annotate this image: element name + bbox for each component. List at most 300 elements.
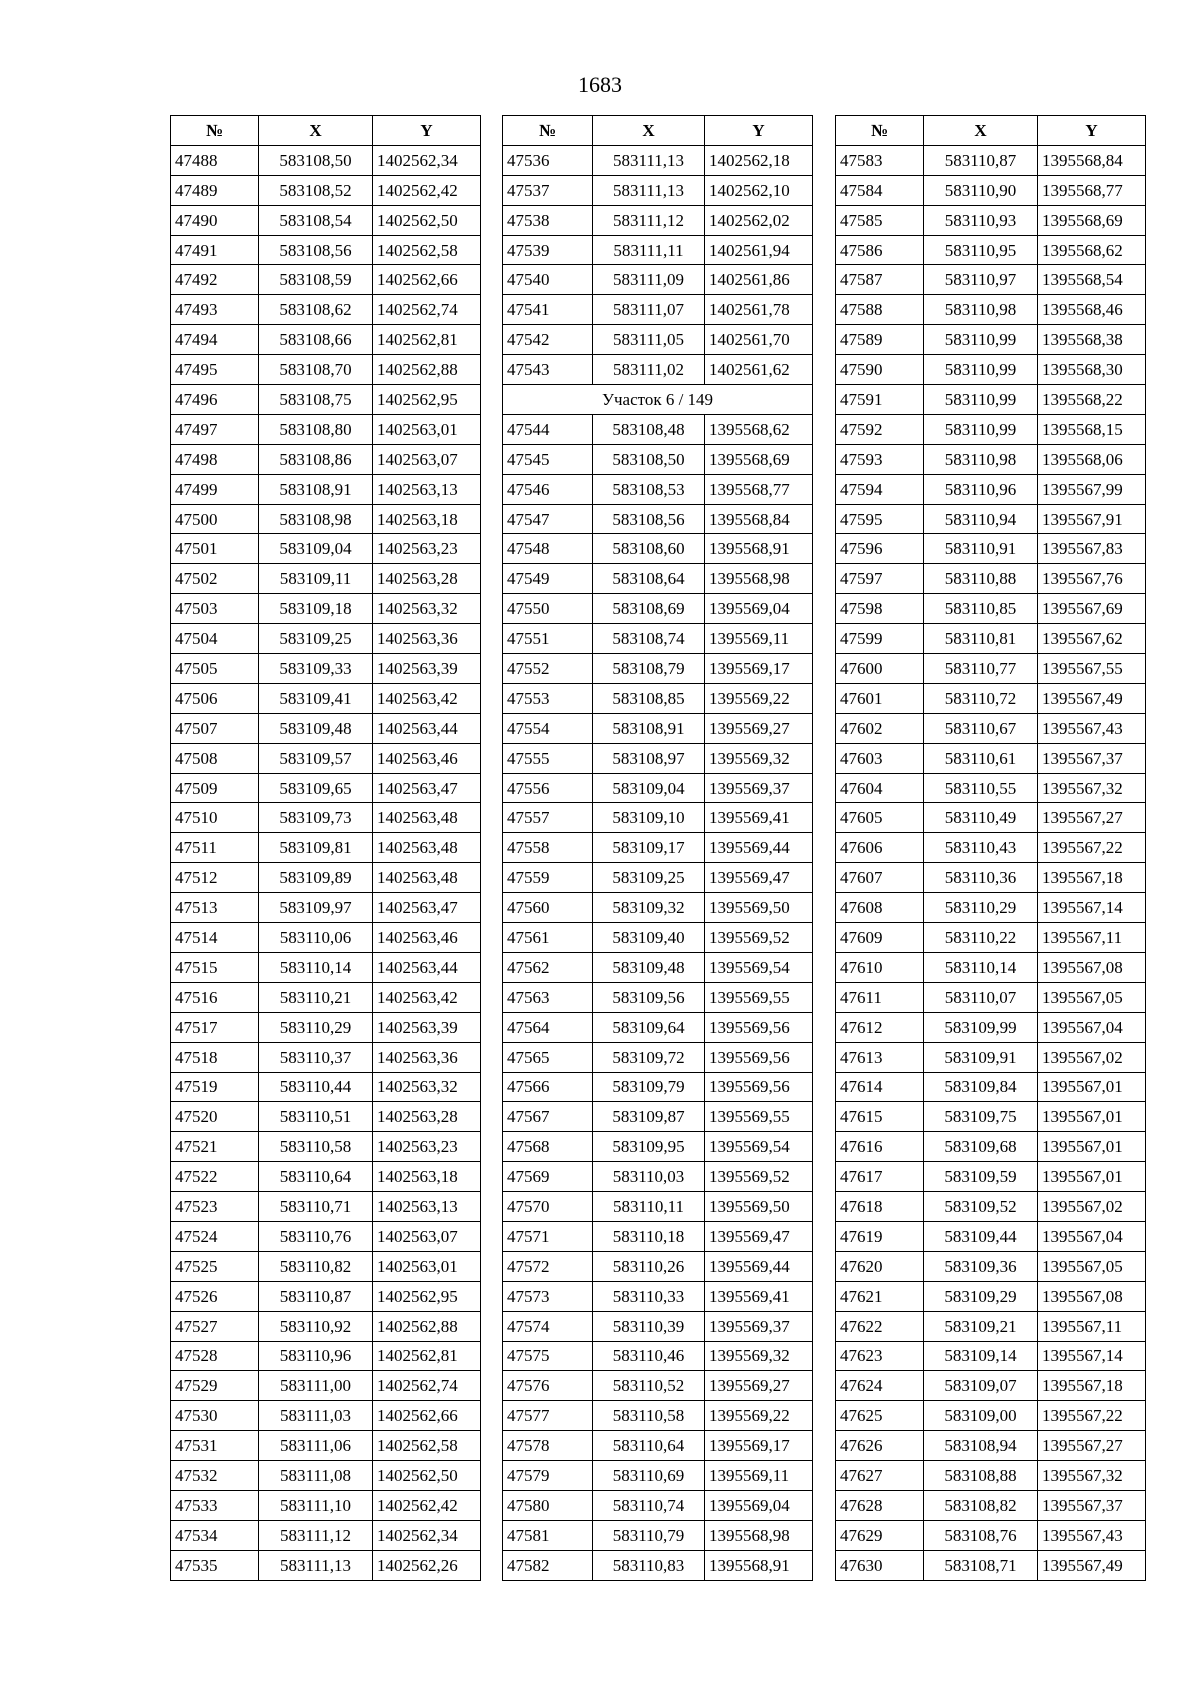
cell-number: 47504: [171, 624, 259, 654]
section-label: Участок 6 / 149: [503, 385, 813, 415]
cell-x: 583108,66: [259, 325, 373, 355]
table-row: [836, 654, 1146, 684]
cell-x: 583110,29: [924, 893, 1038, 923]
cell-x: 583110,29: [259, 1012, 373, 1042]
cell-x: 583109,00: [924, 1401, 1038, 1431]
table-row: [503, 952, 813, 982]
table-row: [171, 1072, 481, 1102]
table-row: [503, 1550, 813, 1580]
cell-x: 583109,59: [924, 1162, 1038, 1192]
cell-number: 47555: [503, 743, 593, 773]
cell-number: 47567: [503, 1102, 593, 1132]
cell-y: 1395569,56: [705, 1042, 813, 1072]
table-row: [836, 1192, 1146, 1222]
table-row: [836, 1072, 1146, 1102]
cell-number: 47540: [503, 265, 593, 295]
table-row: [836, 713, 1146, 743]
cell-y: 1402562,88: [373, 1311, 481, 1341]
cell-y: 1402563,36: [373, 624, 481, 654]
table-row: [171, 474, 481, 504]
cell-number: 47499: [171, 474, 259, 504]
cell-y: 1395569,04: [705, 594, 813, 624]
table-row: [171, 743, 481, 773]
table-row: [171, 594, 481, 624]
table-row: [503, 743, 813, 773]
cell-number: 47610: [836, 952, 924, 982]
cell-x: 583109,68: [924, 1132, 1038, 1162]
cell-y: 1395568,91: [705, 1550, 813, 1580]
table-row: [171, 683, 481, 713]
cell-y: 1395569,04: [705, 1490, 813, 1520]
cell-number: 47532: [171, 1461, 259, 1491]
cell-number: 47621: [836, 1281, 924, 1311]
table-row: [836, 504, 1146, 534]
table-row: [503, 295, 813, 325]
cell-y: 1402563,46: [373, 743, 481, 773]
cell-number: 47608: [836, 893, 924, 923]
cell-x: 583108,71: [924, 1550, 1038, 1580]
cell-y: 1402562,42: [373, 175, 481, 205]
cell-number: 47603: [836, 743, 924, 773]
cell-x: 583109,84: [924, 1072, 1038, 1102]
table-row: [836, 1401, 1146, 1431]
cell-x: 583109,44: [924, 1221, 1038, 1251]
cell-x: 583109,11: [259, 564, 373, 594]
cell-number: 47623: [836, 1341, 924, 1371]
cell-number: 47562: [503, 952, 593, 982]
cell-y: 1395567,43: [1038, 1520, 1146, 1550]
cell-number: 47514: [171, 923, 259, 953]
cell-number: 47554: [503, 713, 593, 743]
cell-x: 583110,76: [259, 1221, 373, 1251]
cell-y: 1395567,04: [1038, 1012, 1146, 1042]
table-row: [503, 504, 813, 534]
cell-y: 1395569,47: [705, 1221, 813, 1251]
table-row: [836, 265, 1146, 295]
cell-number: 47588: [836, 295, 924, 325]
table-row: [503, 1520, 813, 1550]
cell-number: 47507: [171, 713, 259, 743]
table-row: [836, 1311, 1146, 1341]
cell-y: 1395567,05: [1038, 1251, 1146, 1281]
cell-number: 47622: [836, 1311, 924, 1341]
cell-x: 583111,12: [259, 1520, 373, 1550]
cell-y: 1395568,69: [1038, 205, 1146, 235]
table-row: [171, 1341, 481, 1371]
cell-x: 583111,07: [593, 295, 705, 325]
cell-x: 583110,49: [924, 803, 1038, 833]
cell-x: 583108,50: [259, 145, 373, 175]
table-header-row: [503, 116, 813, 146]
table-row: [503, 235, 813, 265]
cell-number: 47490: [171, 205, 259, 235]
cell-number: 47501: [171, 534, 259, 564]
cell-number: 47509: [171, 773, 259, 803]
cell-x: 583111,13: [593, 145, 705, 175]
coordinates-table-right: [835, 115, 1146, 1581]
cell-x: 583110,52: [593, 1371, 705, 1401]
cell-number: 47553: [503, 683, 593, 713]
cell-y: 1402563,48: [373, 803, 481, 833]
table-row: [503, 1012, 813, 1042]
cell-x: 583110,98: [924, 295, 1038, 325]
cell-x: 583108,91: [259, 474, 373, 504]
cell-number: 47512: [171, 863, 259, 893]
table-row: [171, 1490, 481, 1520]
cell-number: 47629: [836, 1520, 924, 1550]
cell-y: 1402562,34: [373, 145, 481, 175]
cell-x: 583110,94: [924, 504, 1038, 534]
cell-y: 1395567,32: [1038, 1461, 1146, 1491]
cell-number: 47531: [171, 1431, 259, 1461]
cell-y: 1402562,74: [373, 1371, 481, 1401]
table-row: [503, 803, 813, 833]
cell-x: 583108,56: [593, 504, 705, 534]
table-row: [503, 654, 813, 684]
cell-x: 583111,06: [259, 1431, 373, 1461]
table-row: [836, 385, 1146, 415]
cell-x: 583109,75: [924, 1102, 1038, 1132]
cell-y: 1395569,50: [705, 893, 813, 923]
cell-x: 583110,69: [593, 1461, 705, 1491]
cell-number: 47549: [503, 564, 593, 594]
cell-x: 583109,04: [593, 773, 705, 803]
cell-number: 47491: [171, 235, 259, 265]
cell-x: 583110,81: [924, 624, 1038, 654]
cell-number: 47586: [836, 235, 924, 265]
table-row: [171, 1281, 481, 1311]
cell-x: 583110,74: [593, 1490, 705, 1520]
cell-y: 1395567,99: [1038, 474, 1146, 504]
cell-x: 583109,33: [259, 654, 373, 684]
cell-y: 1395567,43: [1038, 713, 1146, 743]
cell-number: 47565: [503, 1042, 593, 1072]
table-row: [171, 1251, 481, 1281]
table-row: [503, 624, 813, 654]
cell-x: 583110,39: [593, 1311, 705, 1341]
cell-number: 47628: [836, 1490, 924, 1520]
table-row: [836, 1012, 1146, 1042]
cell-number: 47595: [836, 504, 924, 534]
cell-y: 1395568,06: [1038, 444, 1146, 474]
cell-y: 1402562,10: [705, 175, 813, 205]
table-row: [171, 1431, 481, 1461]
table-row: [836, 952, 1146, 982]
cell-y: 1402561,94: [705, 235, 813, 265]
cell-y: 1395567,01: [1038, 1162, 1146, 1192]
table-row: [171, 235, 481, 265]
cell-x: 583111,10: [259, 1490, 373, 1520]
cell-x: 583109,41: [259, 683, 373, 713]
cell-x: 583108,74: [593, 624, 705, 654]
cell-x: 583110,03: [593, 1162, 705, 1192]
cell-x: 583109,40: [593, 923, 705, 953]
table-row: [503, 1192, 813, 1222]
cell-x: 583108,97: [593, 743, 705, 773]
cell-number: 47510: [171, 803, 259, 833]
table-row: [836, 444, 1146, 474]
cell-y: 1395568,54: [1038, 265, 1146, 295]
cell-x: 583110,51: [259, 1102, 373, 1132]
cell-y: 1402562,58: [373, 235, 481, 265]
cell-x: 583109,81: [259, 833, 373, 863]
cell-x: 583109,72: [593, 1042, 705, 1072]
table-row: [836, 205, 1146, 235]
cell-number: 47612: [836, 1012, 924, 1042]
cell-x: 583109,17: [593, 833, 705, 863]
cell-number: 47523: [171, 1192, 259, 1222]
cell-number: 47573: [503, 1281, 593, 1311]
table-row: [836, 743, 1146, 773]
cell-y: 1402562,58: [373, 1431, 481, 1461]
cell-y: 1395567,37: [1038, 1490, 1146, 1520]
cell-y: 1402562,50: [373, 1461, 481, 1491]
cell-number: 47606: [836, 833, 924, 863]
cell-x: 583109,99: [924, 1012, 1038, 1042]
table-row: [171, 893, 481, 923]
column-header-y: Y: [1038, 116, 1146, 146]
cell-number: 47590: [836, 355, 924, 385]
table-row: [171, 773, 481, 803]
cell-x: 583108,62: [259, 295, 373, 325]
table-row: [503, 1461, 813, 1491]
cell-x: 583110,33: [593, 1281, 705, 1311]
cell-y: 1395569,52: [705, 923, 813, 953]
cell-x: 583110,44: [259, 1072, 373, 1102]
table-row: [171, 1520, 481, 1550]
cell-x: 583108,56: [259, 235, 373, 265]
table-row: [503, 1042, 813, 1072]
cell-x: 583110,14: [924, 952, 1038, 982]
cell-y: 1402563,28: [373, 564, 481, 594]
table-row: [171, 1401, 481, 1431]
cell-number: 47618: [836, 1192, 924, 1222]
table-row: [836, 683, 1146, 713]
cell-number: 47575: [503, 1341, 593, 1371]
cell-x: 583110,77: [924, 654, 1038, 684]
table-row: [503, 1401, 813, 1431]
cell-y: 1402563,48: [373, 863, 481, 893]
cell-number: 47591: [836, 385, 924, 415]
cell-x: 583108,60: [593, 534, 705, 564]
table-row: [503, 265, 813, 295]
table-row: [171, 1550, 481, 1580]
cell-y: 1402562,95: [373, 385, 481, 415]
cell-x: 583109,64: [593, 1012, 705, 1042]
cell-number: 47527: [171, 1311, 259, 1341]
cell-x: 583110,99: [924, 385, 1038, 415]
cell-y: 1395569,27: [705, 713, 813, 743]
table-row: [836, 474, 1146, 504]
table-row: [503, 1102, 813, 1132]
table-row: [836, 594, 1146, 624]
cell-x: 583109,10: [593, 803, 705, 833]
cell-y: 1402562,66: [373, 265, 481, 295]
table-row: [171, 355, 481, 385]
cell-x: 583108,70: [259, 355, 373, 385]
cell-y: 1402563,42: [373, 982, 481, 1012]
table-row: [836, 534, 1146, 564]
cell-x: 583110,99: [924, 325, 1038, 355]
cell-number: 47493: [171, 295, 259, 325]
cell-y: 1395569,50: [705, 1192, 813, 1222]
cell-x: 583110,88: [924, 564, 1038, 594]
cell-x: 583109,48: [259, 713, 373, 743]
cell-y: 1395568,84: [1038, 145, 1146, 175]
cell-x: 583110,64: [593, 1431, 705, 1461]
cell-number: 47605: [836, 803, 924, 833]
cell-y: 1402561,86: [705, 265, 813, 295]
cell-number: 47542: [503, 325, 593, 355]
cell-y: 1402563,47: [373, 773, 481, 803]
cell-x: 583109,95: [593, 1132, 705, 1162]
cell-x: 583108,53: [593, 474, 705, 504]
cell-y: 1395567,18: [1038, 863, 1146, 893]
cell-x: 583110,11: [593, 1192, 705, 1222]
cell-y: 1402562,42: [373, 1490, 481, 1520]
cell-number: 47576: [503, 1371, 593, 1401]
cell-x: 583111,12: [593, 205, 705, 235]
cell-y: 1395569,55: [705, 1102, 813, 1132]
cell-x: 583110,36: [924, 863, 1038, 893]
table-row: [503, 1341, 813, 1371]
table-row: [503, 1162, 813, 1192]
cell-y: 1402563,01: [373, 1251, 481, 1281]
table-row: [171, 952, 481, 982]
cell-number: 47580: [503, 1490, 593, 1520]
cell-number: 47616: [836, 1132, 924, 1162]
table-row: [503, 145, 813, 175]
cell-x: 583110,96: [924, 474, 1038, 504]
table-row: [171, 624, 481, 654]
cell-x: 583110,87: [259, 1281, 373, 1311]
table-row: [836, 803, 1146, 833]
cell-x: 583110,79: [593, 1520, 705, 1550]
cell-y: 1402563,07: [373, 1221, 481, 1251]
cell-y: 1402563,47: [373, 893, 481, 923]
cell-x: 583111,05: [593, 325, 705, 355]
column-header-number: №: [503, 116, 593, 146]
cell-x: 583109,14: [924, 1341, 1038, 1371]
cell-x: 583110,64: [259, 1162, 373, 1192]
cell-number: 47611: [836, 982, 924, 1012]
cell-y: 1402562,95: [373, 1281, 481, 1311]
cell-y: 1402563,18: [373, 1162, 481, 1192]
table-row: [503, 1221, 813, 1251]
cell-x: 583110,97: [924, 265, 1038, 295]
table-row: [171, 1461, 481, 1491]
cell-number: 47604: [836, 773, 924, 803]
table-row: [836, 1102, 1146, 1132]
cell-x: 583109,73: [259, 803, 373, 833]
cell-number: 47620: [836, 1251, 924, 1281]
cell-x: 583110,98: [924, 444, 1038, 474]
table-row: [171, 803, 481, 833]
cell-y: 1395569,11: [705, 624, 813, 654]
cell-y: 1395567,62: [1038, 624, 1146, 654]
cell-number: 47624: [836, 1371, 924, 1401]
table-row: [503, 1490, 813, 1520]
cell-number: 47593: [836, 444, 924, 474]
table-row: [836, 564, 1146, 594]
cell-x: 583110,26: [593, 1251, 705, 1281]
table-row: [836, 295, 1146, 325]
cell-number: 47495: [171, 355, 259, 385]
cell-number: 47566: [503, 1072, 593, 1102]
table-row: [171, 504, 481, 534]
table-row: [171, 1162, 481, 1192]
cell-x: 583110,61: [924, 743, 1038, 773]
table-row: [836, 863, 1146, 893]
cell-y: 1395568,22: [1038, 385, 1146, 415]
cell-number: 47585: [836, 205, 924, 235]
cell-y: 1402563,13: [373, 474, 481, 504]
cell-x: 583110,71: [259, 1192, 373, 1222]
table-row: [503, 414, 813, 444]
cell-number: 47530: [171, 1401, 259, 1431]
cell-y: 1395567,91: [1038, 504, 1146, 534]
table-row: [171, 1221, 481, 1251]
coordinates-table-left: [170, 115, 481, 1581]
cell-y: 1395569,41: [705, 1281, 813, 1311]
cell-x: 583109,89: [259, 863, 373, 893]
cell-number: 47506: [171, 683, 259, 713]
cell-number: 47599: [836, 624, 924, 654]
column-header-x: X: [924, 116, 1038, 146]
cell-number: 47581: [503, 1520, 593, 1550]
cell-x: 583110,99: [924, 355, 1038, 385]
cell-y: 1395569,17: [705, 1431, 813, 1461]
table-row: [503, 1251, 813, 1281]
cell-number: 47568: [503, 1132, 593, 1162]
cell-number: 47561: [503, 923, 593, 953]
cell-number: 47529: [171, 1371, 259, 1401]
cell-number: 47538: [503, 205, 593, 235]
cell-x: 583110,96: [259, 1341, 373, 1371]
table-row: [836, 355, 1146, 385]
cell-y: 1395567,04: [1038, 1221, 1146, 1251]
cell-number: 47497: [171, 414, 259, 444]
cell-number: 47579: [503, 1461, 593, 1491]
cell-x: 583110,95: [924, 235, 1038, 265]
table-row: [836, 923, 1146, 953]
cell-y: 1402562,34: [373, 1520, 481, 1550]
cell-y: 1402563,44: [373, 952, 481, 982]
cell-y: 1402561,70: [705, 325, 813, 355]
cell-x: 583110,72: [924, 683, 1038, 713]
cell-number: 47534: [171, 1520, 259, 1550]
cell-x: 583108,98: [259, 504, 373, 534]
table-row: [171, 265, 481, 295]
cell-x: 583109,18: [259, 594, 373, 624]
cell-y: 1395567,14: [1038, 1341, 1146, 1371]
cell-number: 47492: [171, 265, 259, 295]
table-row: [836, 1371, 1146, 1401]
table-row: [503, 1311, 813, 1341]
column-header-x: X: [259, 116, 373, 146]
cell-x: 583109,29: [924, 1281, 1038, 1311]
cell-number: 47516: [171, 982, 259, 1012]
cell-number: 47545: [503, 444, 593, 474]
column-header-y: Y: [373, 116, 481, 146]
cell-number: 47582: [503, 1550, 593, 1580]
cell-x: 583110,87: [924, 145, 1038, 175]
cell-y: 1402563,23: [373, 1132, 481, 1162]
cell-y: 1402562,74: [373, 295, 481, 325]
cell-y: 1395567,37: [1038, 743, 1146, 773]
cell-number: 47625: [836, 1401, 924, 1431]
cell-number: 47511: [171, 833, 259, 863]
